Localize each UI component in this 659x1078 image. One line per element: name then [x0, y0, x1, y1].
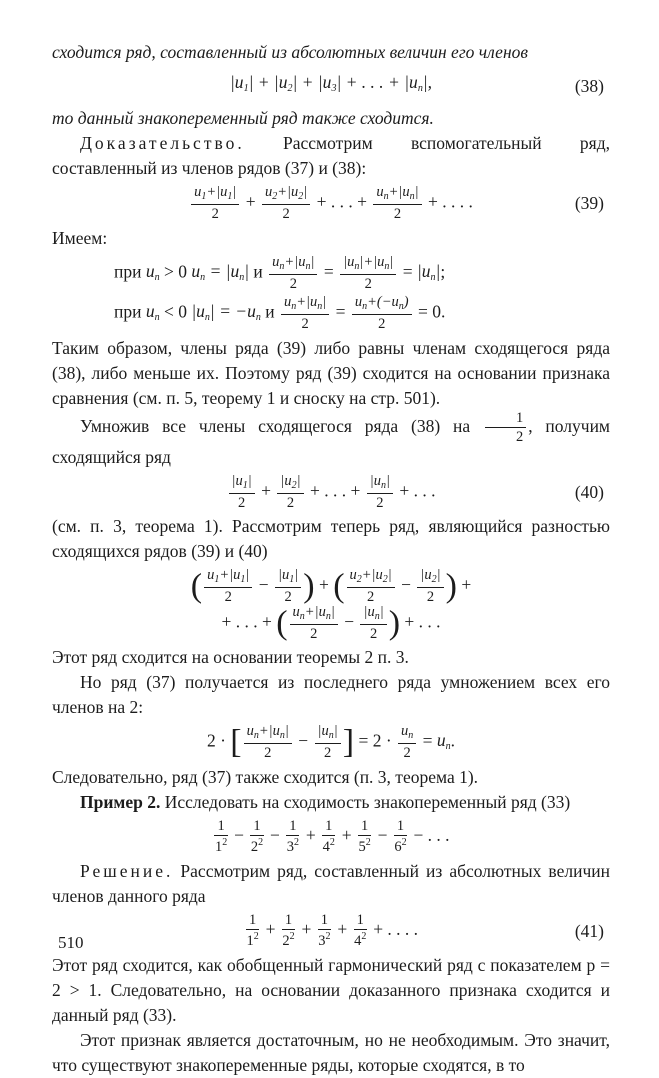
- paragraph: Пример 2. Исследовать на сходимость знакопеременный ряд (33): [80, 791, 571, 812]
- equation-38: $|u_1| + |u_2| + |u_3|$ + . . . + $|u_n|$, (38): [52, 69, 610, 102]
- page-number: 510: [58, 933, 84, 952]
- paragraph: Доказательство. Рассмотрим вспомогательный ряд, составленный из членов рядов (37) и (38):: [52, 133, 610, 178]
- equation-number: (40): [574, 481, 604, 502]
- paragraph: Имеем:: [52, 227, 108, 248]
- equation-number: (41): [574, 920, 604, 941]
- case-positive: при $u_n > 0$ $u_n = |u_n|$ и $\frac{u_n+|u_n|}{2}$ = $\frac{|u_n|+|u_n|}{2}$ = $|u_n|$;: [114, 253, 446, 292]
- equation-33: $\frac{1}{1^2}$ − $\frac{1}{2^2}$ − $\frac{1}{3^2}$ + $\frac{1}{4^2}$ + $\frac{1}{5^2}$ − $\frac{1}{6^2}$ − . . .: [214, 817, 450, 855]
- case-negative: при $u_n < 0$ $|u_n| = -u_n$ и $\frac{u_n+|u_n|}{2}$ = $\frac{u_n+(-u_n)}{2}$ = 0.: [114, 294, 446, 332]
- equation-multiply: 2 · [ $\frac{u_n+|u_n|}{2}$ − $\frac{|u_n|}{2}$ ] = 2 · $\frac{u_n}{2}$ = $u_n$.: [206, 723, 456, 761]
- equation-39: $\frac{u_1+|u_1|}{2}$ + $\frac{u_2+|u_2|}{2}$ + . . . + $\frac{u_n+|u_n|}{2}$ + . . . . (39): [52, 185, 610, 222]
- paragraph: сходится ряд, составленный из абсолютных величин его членов: [52, 42, 528, 62]
- solution-label: Решение.: [80, 860, 174, 881]
- equation-number: (38): [574, 75, 604, 96]
- paragraph: Умножив все члены сходящегося ряда (38) на $\frac{1}{2}$ , получим сходящийся ряд: [52, 409, 611, 467]
- paragraph: Этот признак является достаточным, но не необходимым. Это значит, что существуют знакопеременные ряды, которые сходятся, в то: [52, 1029, 610, 1075]
- paragraph: Этот ряд сходится, как обобщенный гармонический ряд с показателем p = 2 > 1. Следовательно, на основании доказанного признака сходится и данный ряд (33).: [52, 954, 610, 1025]
- equation-number: (39): [574, 193, 604, 214]
- paragraph: Таким образом, члены ряда (39) либо равны членам сходящегося ряда (38), либо меньше их. Поэтому ряд (39) сходится на основании признака сравнения (см. п. 5, теорему 1 и сноску на стр. 501).: [52, 337, 610, 408]
- paragraph: Этот ряд сходится на основании теоремы 2 п. 3.: [52, 647, 409, 667]
- paragraph: Следовательно, ряд (37) также сходится (п. 3, теорема 1).: [52, 766, 479, 787]
- difference-series: ( $\frac{u_1+|u_1|}{2}$ − $\frac{|u_1|}{2}$ ) + ( $\frac{u_2+|u_2|}{2}$ − $\frac{|u_2|}{2}$ ) + + . . . + ( $\frac{u_n+|u_n|}{2}$ − $\frac{|u_n|}{2}$ ) + . . .: [190, 567, 472, 642]
- paragraph: то данный знакопеременный ряд также сходится.: [52, 108, 434, 128]
- paragraph: Решение. Рассмотрим ряд, составленный из абсолютных величин членов данного ряда: [52, 860, 610, 906]
- page-content: [52, 40, 610, 1078]
- paragraph: Но ряд (37) получается из последнего ряда умножением всех его членов на 2:: [52, 672, 610, 717]
- equation-40: $\frac{|u_1|}{2}$ + $\frac{|u_2|}{2}$ + . . . + $\frac{|u_n|}{2}$ + . . . (40): [52, 474, 610, 511]
- proof-label: Доказательство.: [80, 133, 245, 153]
- example-label: Пример 2.: [80, 791, 161, 812]
- equation-41: $\frac{1}{1^2}$ + $\frac{1}{2^2}$ + $\frac{1}{3^2}$ + $\frac{1}{4^2}$ + . . . . (41): [246, 911, 604, 949]
- paragraph: (см. п. 3, теорема 1). Рассмотрим теперь ряд, являющийся разностью сходящихся рядов (39) и (40): [52, 516, 610, 561]
